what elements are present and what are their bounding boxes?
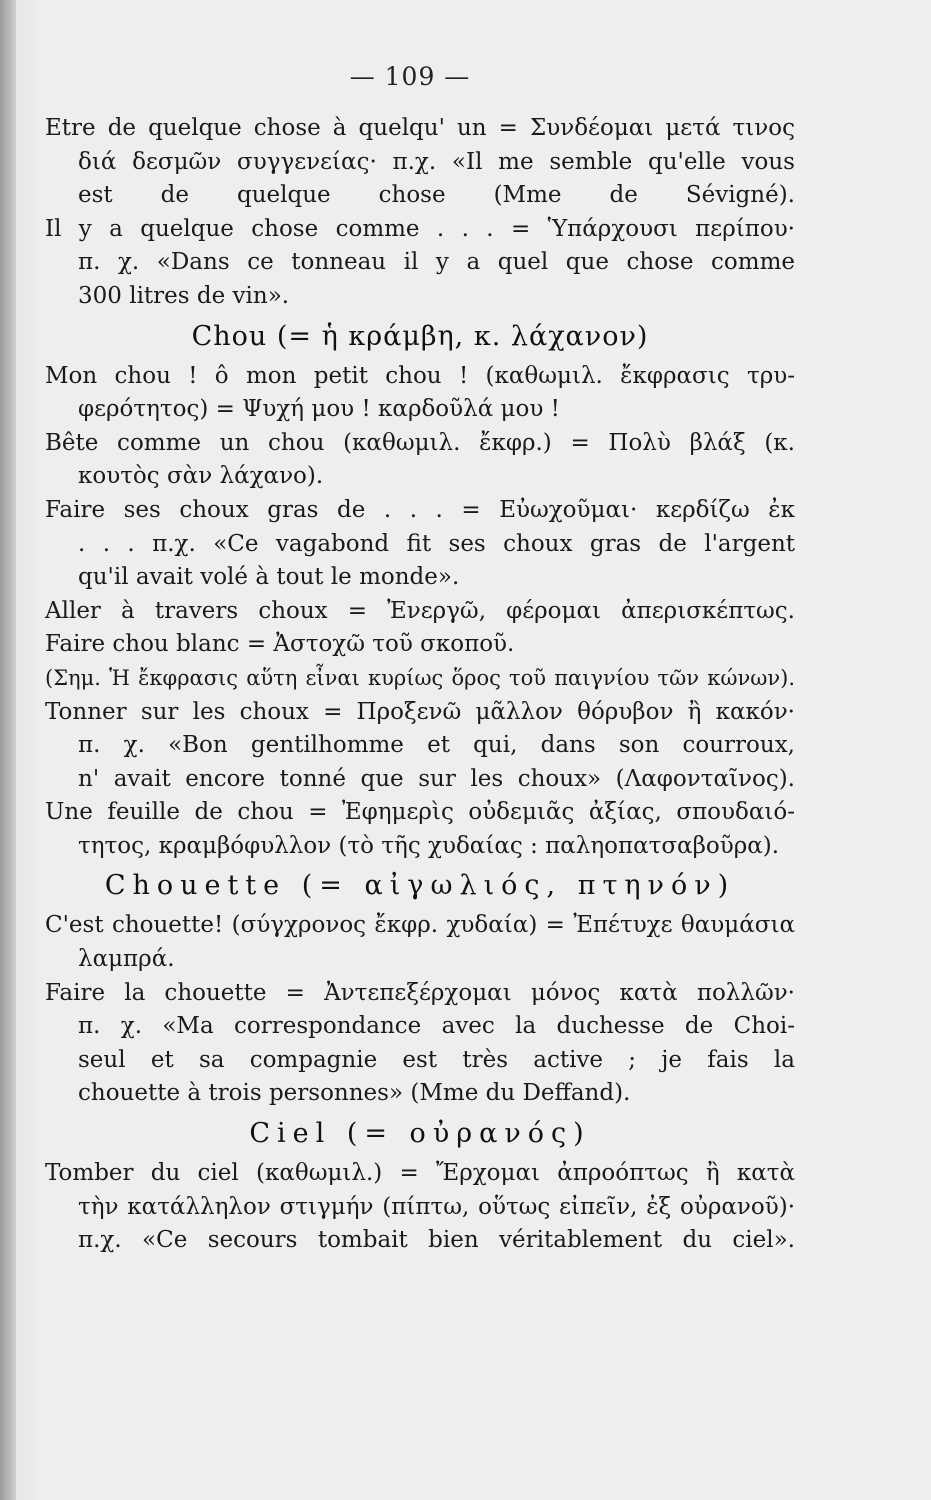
entry-continuation-line: chouette à trois personnes» (Mme du Deffand). — [78, 1080, 631, 1107]
section-heading: Chou (= ἡ κράμβη, κ. λάχανον) — [191, 320, 649, 352]
section-heading: Ciel (= οὐρανός) — [249, 1118, 591, 1150]
entry-line: (Σημ. Ἡ ἔκφρασις αὕτη εἶναι κυρίως ὅρος τοῦ παιγνίου τῶν κώνων). — [45, 665, 795, 690]
entry-continuation-line: seul et sa compagnie est très active ; je fais la — [78, 1046, 795, 1073]
entry-continuation-line: τὴν κατάλληλον στιγμήν (πίπτω, οὕτως εἰπεῖν, ἐξ οὐρανοῦ)· — [78, 1193, 795, 1220]
entry-line: Tonner sur les choux = Προξενῶ μᾶλλον θόρυβον ἢ κακόν· — [45, 698, 795, 725]
entry-line: Une feuille de chou = Ἐφημερὶς οὐδεμιᾶς ἀξίας, σπουδαιό- — [45, 799, 795, 826]
entry-continuation-line: 300 litres de vin». — [78, 282, 290, 309]
page-number: — 109 — — [349, 62, 471, 91]
entry-continuation-line: τητος, κραμβόφυλλον (τὸ τῆς χυδαίας : παληοπατσαβοῦρα). — [78, 832, 780, 859]
entry-line: Faire chou blanc = Ἀστοχῶ τοῦ σκοποῦ. — [45, 631, 515, 658]
entry-line: C'est chouette! (σύγχρονος ἔκφρ. χυδαία) = Ἐπέτυχε θαυμάσια — [45, 912, 795, 939]
entry-line: Il y a quelque chose comme . . . = Ὑπάρχουσι περίπου· — [45, 215, 795, 242]
entry-continuation-line: n' avait encore tonné que sur les choux» (Λαφονταῖνος). — [78, 765, 795, 792]
entry-continuation-line: λαμπρά. — [78, 946, 175, 973]
entry-line: Bête comme un chou (καθωμιλ. ἔκφρ.) = Πολὺ βλάξ (κ. — [45, 429, 795, 456]
entry-line: Aller à travers choux = Ἐνεργῶ, φέρομαι ἀπερισκέπτως. — [45, 597, 795, 624]
entry-continuation-line: π.χ. «Ce secours tombait bien véritablement du ciel». — [78, 1227, 795, 1254]
entry-line: Faire ses choux gras de . . . = Εὐωχοῦμαι· κερδίζω ἐκ — [45, 496, 795, 523]
entry-line: Faire la chouette = Ἀντεπεξέρχομαι μόνος κατὰ πολλῶν· — [45, 979, 795, 1006]
entry-line: Etre de quelque chose à quelqu' un = Συνδέομαι μετά τινος — [45, 115, 795, 141]
page-gutter — [0, 0, 16, 1500]
entry-continuation-line: π. χ. «Ma correspondance avec la duchesse de Choi- — [78, 1013, 795, 1040]
entry-continuation-line: qu'il avait volé à tout le monde». — [78, 564, 460, 591]
entry-continuation-line: π. χ. «Dans ce tonneau il y a quel que chose comme — [78, 249, 795, 276]
entry-continuation-line: κουτὸς σὰν λάχανο). — [78, 463, 324, 490]
entry-continuation-line: est de quelque chose (Mme de Sévigné). — [78, 182, 795, 209]
entry-continuation-line: φερότητος) = Ψυχή μου ! καρδοῦλά μου ! — [78, 396, 560, 423]
entry-continuation-line: διά δεσμῶν συγγενείας· π.χ. «Il me semble qu'elle vous — [78, 148, 795, 175]
section-heading: Chouette (= αἰγωλιός, πτηνόν) — [104, 870, 736, 902]
entry-line: Tomber du ciel (καθωμιλ.) = Ἔρχομαι ἀπροόπτως ἢ κατὰ — [45, 1160, 795, 1187]
entry-continuation-line: π. χ. «Bon gentilhomme et qui, dans son courroux, — [78, 732, 795, 759]
entry-continuation-line: . . . π.χ. «Ce vagabond fit ses choux gras de l'argent — [78, 530, 795, 557]
page-body — [45, 112, 795, 1258]
entry-line: Mon chou ! ô mon petit chou ! (καθωμιλ. ἔκφρασις τρυ- — [45, 362, 795, 389]
